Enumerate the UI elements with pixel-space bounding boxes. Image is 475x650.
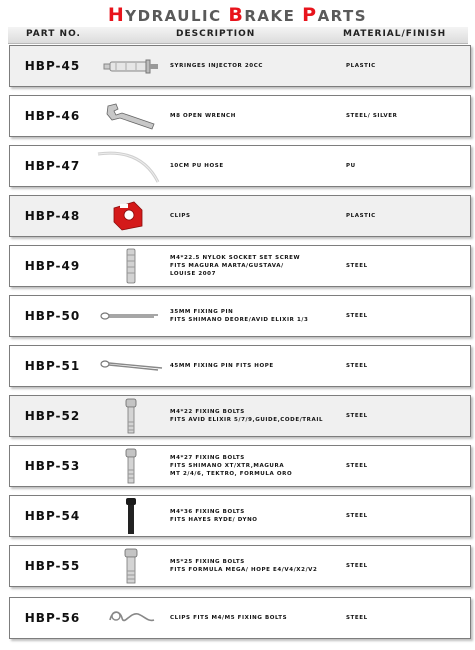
description: 45MM FIXING PIN FITS HOPE xyxy=(170,363,274,369)
hose-icon xyxy=(96,146,166,186)
part-number: HBP-46 xyxy=(24,109,81,123)
part-number: HBP-47 xyxy=(24,159,81,173)
part-number: HBP-49 xyxy=(24,259,81,273)
part-number: HBP-51 xyxy=(24,359,81,373)
bolt-icon xyxy=(96,446,166,486)
material: PLASTIC xyxy=(346,63,376,69)
material: STEEL/ SILVER xyxy=(346,113,398,119)
syringe-icon xyxy=(96,46,166,86)
wrench-icon xyxy=(96,96,166,136)
part-number: HBP-48 xyxy=(24,209,81,223)
description: M4*27 FIXING BOLTS FITS SHIMANO XT/XTR,MAGURA MT 2/4/6, TEKTRO, FORMULA ORO xyxy=(170,455,293,477)
part-number: HBP-56 xyxy=(24,611,81,625)
description: CLIPS xyxy=(170,213,191,219)
table-row xyxy=(9,95,471,137)
description: M4*22.5 NYLOK SOCKET SET SCREW FITS MAGURA MARTA/GUSTAVA/ LOUISE 2007 xyxy=(170,255,301,277)
material: PU xyxy=(346,163,356,169)
material: STEEL xyxy=(346,363,368,369)
cotter-pin-icon xyxy=(96,346,166,386)
header-part-no: PART NO. xyxy=(26,29,81,39)
description: M4*36 FIXING BOLTS FITS HAYES RYDE/ DYNO xyxy=(170,509,258,523)
description: M5*25 FIXING BOLTS FITS FORMULA MEGA/ HOPE E4/V4/X2/V2 xyxy=(170,559,318,573)
black-bolt-icon xyxy=(96,496,166,536)
material: STEEL xyxy=(346,463,368,469)
table-row xyxy=(9,45,471,87)
table-row xyxy=(9,395,471,437)
page-title: HYDRAULIC BRAKE PARTS xyxy=(107,4,368,26)
table-row xyxy=(9,445,471,487)
table-row xyxy=(9,245,471,287)
part-number: HBP-52 xyxy=(24,409,81,423)
material: STEEL xyxy=(346,313,368,319)
header-description: DESCRIPTION xyxy=(176,29,256,39)
table-row xyxy=(9,145,471,187)
table-row xyxy=(9,597,471,639)
material: PLASTIC xyxy=(346,213,376,219)
table-row xyxy=(9,495,471,537)
part-number: HBP-45 xyxy=(24,59,81,73)
material: STEEL xyxy=(346,615,368,621)
description: 35MM FIXING PIN FITS SHIMANO DEORE/AVID ELIXIR 1/3 xyxy=(170,309,309,323)
description: M8 OPEN WRENCH xyxy=(170,113,236,119)
description: SYRINGES INJECTOR 20CC xyxy=(170,63,263,69)
bolt-icon xyxy=(96,546,166,586)
set-screw-icon xyxy=(96,246,166,286)
table-row xyxy=(9,195,471,237)
description: 10CM PU HOSE xyxy=(170,163,224,169)
material: STEEL xyxy=(346,563,368,569)
part-number: HBP-55 xyxy=(24,559,81,573)
material: STEEL xyxy=(346,263,368,269)
part-number: HBP-54 xyxy=(24,509,81,523)
material: STEEL xyxy=(346,413,368,419)
part-number: HBP-50 xyxy=(24,309,81,323)
spring-clip-icon xyxy=(96,598,166,638)
part-number: HBP-53 xyxy=(24,459,81,473)
header-material: MATERIAL/FINISH xyxy=(343,29,447,39)
clip-icon xyxy=(96,196,166,236)
description: M4*22 FIXING BOLTS FITS AVID ELIXIR 5/7/9,GUIDE,CODE/TRAIL xyxy=(170,409,324,423)
bolt-icon xyxy=(96,396,166,436)
material: STEEL xyxy=(346,513,368,519)
cotter-pin-icon xyxy=(96,296,166,336)
table-row xyxy=(9,295,471,337)
table-row xyxy=(9,345,471,387)
table-row xyxy=(9,545,471,587)
description: CLIPS FITS M4/M5 FIXING BOLTS xyxy=(170,615,288,621)
table-header xyxy=(8,27,468,44)
